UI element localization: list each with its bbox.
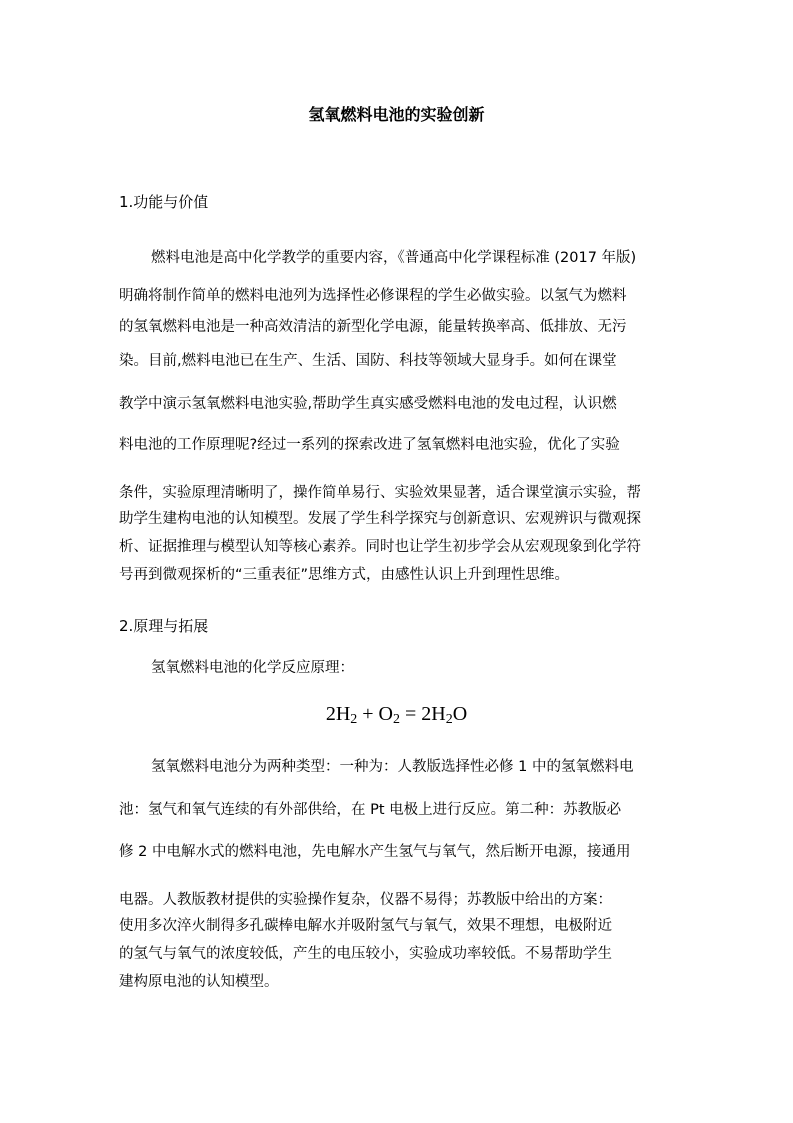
equation-term: O [452,703,468,725]
paragraph-line: 燃料电池是高中化学教学的重要内容，《普通高中化学课程标准 (2017 年版) [151,250,637,266]
paragraph-line: 明确将制作简单的燃料电池列为选择性必修课程的学生必做实验。以氢气为燃料 [119,288,627,304]
paragraph-line: 析、证据推理与模型认知等核心素养。同时也让学生初步学会从宏观现象到化学符 [119,539,641,555]
paragraph-line: 建构原电池的认知模型。 [119,974,279,990]
equation-subscript: 2 [350,712,358,727]
equation-subscript: 2 [393,712,400,727]
section-heading-function-value: 1.功能与价值 [119,193,209,211]
paragraph-line: 氢氧燃料电池分为两种类型：一种为：人教版选择性必修 1 中的氢氧燃料电 [151,759,634,775]
paragraph-line: 料电池的工作原理呢?经过一系列的探索改进了氢氧燃料电池实验，优化了实验 [119,437,620,453]
paragraph-line: 的氢氧燃料电池是一种高效清洁的新型化学电源，能量转换率高、低排放、无污 [119,319,627,335]
equation-term: 2H [325,703,351,725]
paragraph-line: 教学中演示氢氧燃料电池实验,帮助学生真实感受燃料电池的发电过程，认识燃 [119,396,617,412]
equation-term: + O [357,703,393,725]
paragraph-line: 使用多次淬火制得多孔碳棒电解水并吸附氢气与氧气，效果不理想，电极附近 [119,918,612,934]
paragraph-line: 条件，实验原理清晰明了，操作简单易行、实验效果显著，适合课堂演示实验，帮 [119,485,641,501]
equation-term: = 2H [400,703,446,725]
chemical-equation [0,700,793,728]
document-title: 氢氧燃料电池的实验创新 [308,105,485,124]
equation-subscript: 2 [445,712,453,727]
paragraph-line: 的氢气与氧气的浓度较低，产生的电压较小，实验成功率较低。不易帮助学生 [119,946,612,962]
paragraph-line: 池：氢气和氧气连续的有外部供给，在 Pt 电极上进行反应。第二种：苏教版必 [119,802,622,818]
paragraph-line: 氢氧燃料电池的化学反应原理： [151,660,354,676]
paragraph-line: 染。目前,燃料电池已在生产、生活、国防、科技等领域大显身手。如何在课堂 [119,353,617,369]
section-heading-principle-extension: 2.原理与拓展 [119,617,209,635]
paragraph-line: 修 2 中电解水式的燃料电池，先电解水产生氢气与氧气，然后断开电源，接通用 [119,844,631,860]
paragraph-line: 号再到微观探析的“三重表征”思维方式，由感性认识上升到理性思维。 [119,567,570,583]
paragraph-line: 电器。人教版教材提供的实验操作复杂，仪器不易得；苏教版中给出的方案： [119,892,612,908]
paragraph-line: 助学生建构电池的认知模型。发展了学生科学探究与创新意识、宏观辨识与微观探 [119,511,641,527]
